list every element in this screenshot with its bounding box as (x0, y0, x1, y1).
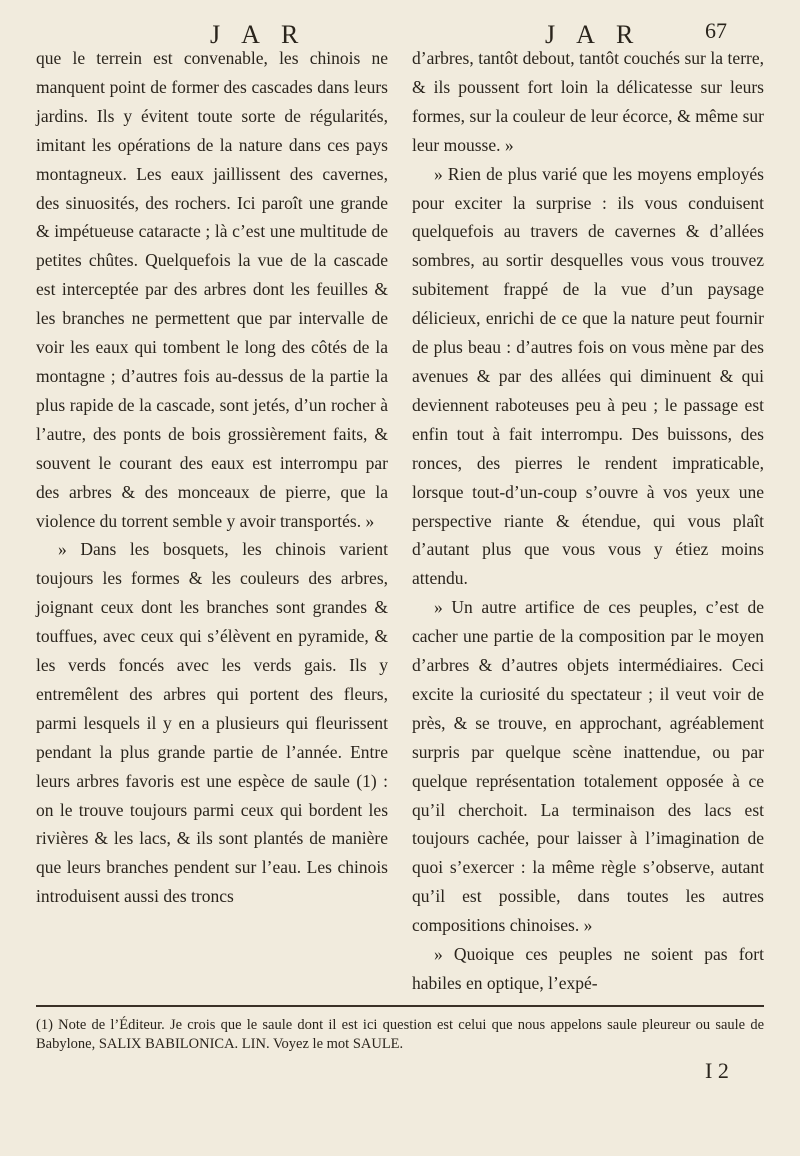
footnote-divider (36, 1005, 764, 1007)
signature-mark: I 2 (705, 1058, 729, 1083)
paragraph: » Rien de plus varié que les moyens employés pour exciter la surprise : ils vous conduisent quelquefois au travers de cavernes & d’allées sombres, au sortir desquelles vous vous trouvez subitement frappé de la vue d’un paysage délicieux, enrichi de ce que la nature peut fournir de plus beau : d’autres fois on vous mène par des avenues & par des allées qui diminuent & qui deviennent raboteuses peu à peu ; le passage est enfin tout à fait interrompu. Des buissons, des ronces, des pierres le rendent impraticable, lorsque tout-d’un-coup s’ouvre à vos yeux une perspective riante & étendue, qui vous plaît d’autant plus que vous vous y étiez moins attendu. (412, 163, 764, 589)
paragraph: » Dans les bosquets, les chinois varient toujours les formes & les couleurs des arbres, joignant ceux dont les branches sont grandes & touffues, avec ceux qui s’élèvent en pyramide, & les verds foncés avec les verds gais. Ils y entremêlent des arbres qui portent des fleurs, parmi lesquels il y en a plusieurs qui fleurissent pendant la plus grande partie de l’année. Entre leurs arbres favoris est une espèce de saule (1) : on le trouve toujours parmi ceux qui bordent les rivières & les lacs, & ils sont plantés de manière que leurs branches pendent sur l’eau. Les chinois introduisent aussi des troncs (36, 539, 388, 907)
running-head-right: J A R (545, 20, 642, 49)
paragraph: » Quoique ces peuples ne soient pas fort habiles en optique, l’expé- (412, 944, 764, 993)
footnote: (1) Note de l’Éditeur. Je crois que le saule dont il est ici question est celui que nous appelons saule pleureur ou saule de Babylone, SALIX BABILONICA. LIN. Voyez le mot SAULE. (36, 1017, 764, 1052)
page-number: 67 (705, 18, 727, 43)
paragraph: d’arbres, tantôt debout, tantôt couchés sur la terre, & ils poussent fort loin la délicatesse sur leurs formes, sur la couleur de leur écorce, & même sur leur mousse. » (412, 48, 764, 155)
left-column (36, 44, 388, 911)
right-column (412, 44, 764, 998)
paragraph: » Un autre artifice de ces peuples, c’est de cacher une partie de la composition par le moyen d’arbres & d’autres objets intermédiaires. Ceci excite la curiosité du spectateur ; il veut voir de près, & se trouve, en approchant, agréablement surpris par quelque scène inattendue, ou par quelque représentation totalement opposée à ce qu’il cherchoit. La terminaison des lacs est toujours cachée, pour laisser à l’imagination de quoi s’exercer : la même règle s’observe, autant qu’il est possible, dans toutes les autres compositions chinoises. » (412, 597, 764, 936)
paragraph: que le terrein est convenable, les chinois ne manquent point de former des cascades dans leurs jardins. Ils y évitent toute sorte de régularités, imitant les opérations de la nature dans ces pays montagneux. Les eaux jaillissent des cavernes, des sinuosités, des rochers. Ici paroît une grande & impétueuse cataracte ; là c’est une multitude de petites chûtes. Quelquefois la vue de la cascade est interceptée par des arbres dont les feuilles & les branches ne permettent que par intervalle de voir les eaux qui tombent le long des côtés de la montagne ; d’autres fois au-dessus de la partie la plus rapide de la cascade, sont jetés, d’un rocher à l’autre, des ponts de bois grossièrement faits, & souvent le courant des eaux est interrompu par des arbres & des monceaux de pierre, que la violence du torrent semble y avoir transportés. » (36, 48, 388, 531)
running-head-left: J A R (210, 20, 307, 49)
